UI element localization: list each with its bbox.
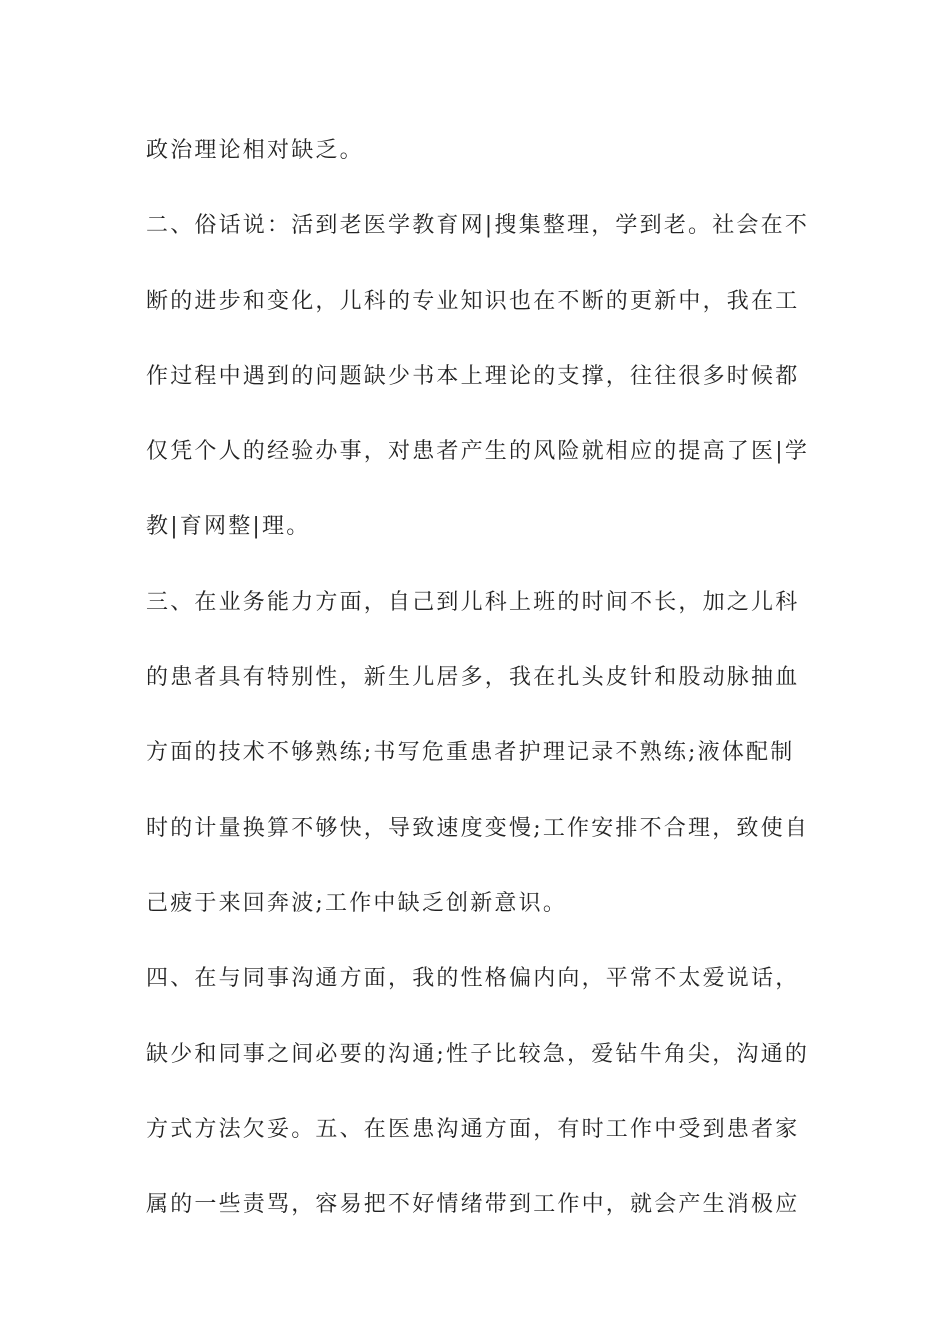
text-line: 方式方法欠妥。五、在医患沟通方面，有时工作中受到患者家 [146,1116,800,1142]
text-line: 仅凭个人的经验办事，对患者产生的风险就相应的提高了医|学 [146,439,810,465]
text-line: 缺少和同事之间必要的沟通;性子比较急，爱钻牛角尖，沟通的 [146,1041,810,1067]
text-line: 时的计量换算不够快，导致速度变慢;工作安排不合理，致使自 [146,815,810,841]
text-line: 断的进步和变化，儿科的专业知识也在不断的更新中，我在工 [146,288,800,314]
text-line: 己疲于来回奔波;工作中缺乏创新意识。 [146,890,568,916]
text-line: 四、在与同事沟通方面，我的性格偏内向，平常不太爱说话， [146,966,800,992]
text-line: 二、俗话说：活到老医学教育网|搜集整理，学到老。社会在不 [146,213,810,239]
document-body [146,128,826,1257]
text-line: 属的一些责骂，容易把不好情绪带到工作中，就会产生消极应 [146,1192,800,1218]
text-line: 的患者具有特别性，新生儿居多，我在扎头皮针和股动脉抽血 [146,665,800,691]
text-line: 政治理论相对缺乏。 [146,138,364,163]
text-line: 方面的技术不够熟练;书写危重患者护理记录不熟练;液体配制 [146,740,795,766]
text-line: 教|育网整|理。 [146,514,311,540]
text-line: 作过程中遇到的问题缺少书本上理论的支撑，往往很多时候都 [146,363,800,389]
text-line: 三、在业务能力方面，自己到儿科上班的时间不长，加之儿科 [146,589,800,615]
